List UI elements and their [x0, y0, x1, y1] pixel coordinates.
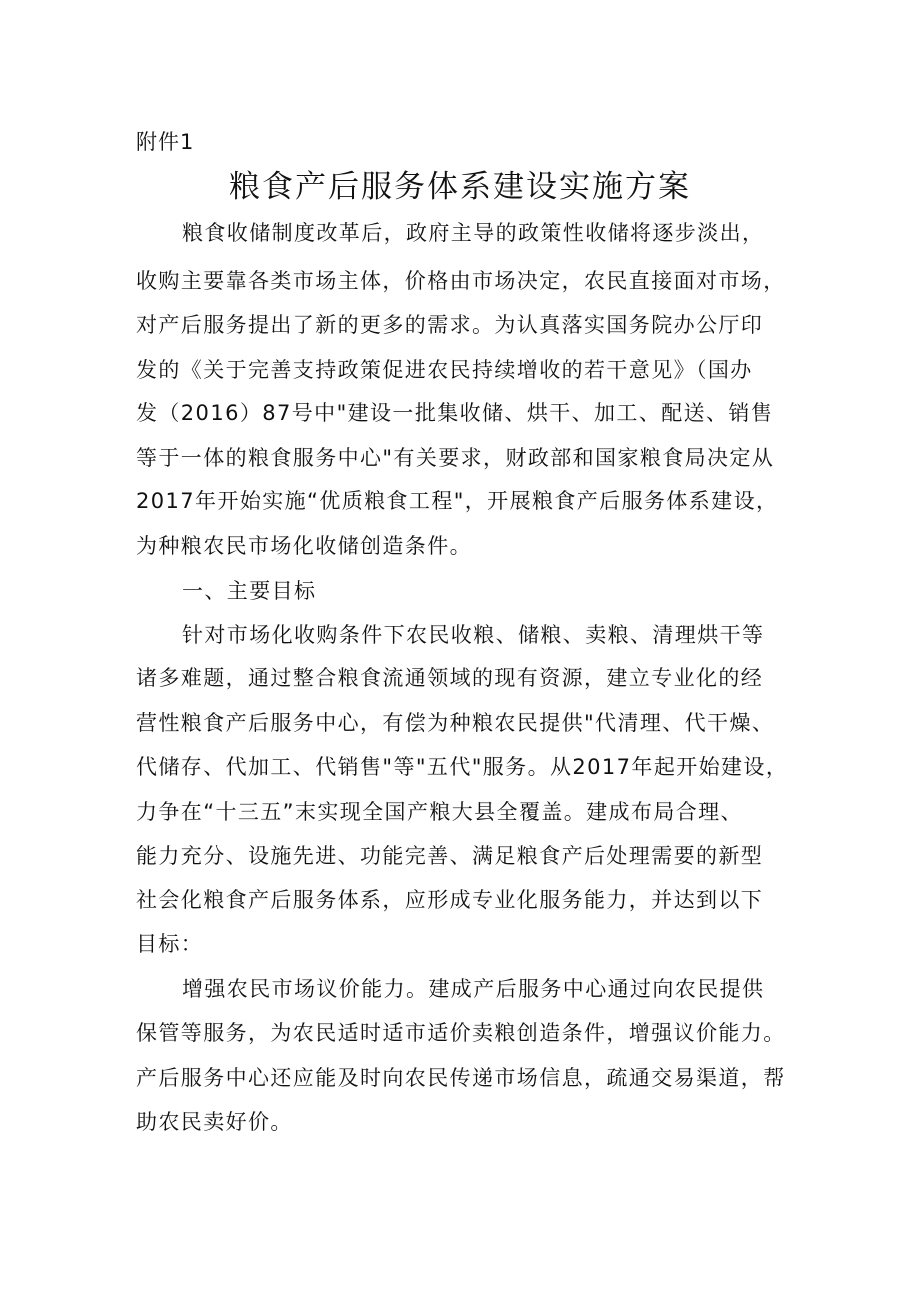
paragraph-line: 保管等服务，为农民适时适市适价卖粮创造条件，增强议价能力。	[136, 1021, 786, 1045]
attachment-label: 附件1	[136, 130, 195, 154]
paragraph-line: 助农民卖好价。	[136, 1110, 293, 1134]
paragraph-line: 产后服务中心还应能及时向农民传递市场信息，疏通交易渠道，帮	[136, 1066, 786, 1090]
paragraph-line: 为种粮农民市场化收储创造条件。	[136, 534, 472, 558]
document-title: 粮食产后服务体系建设实施方案	[229, 169, 691, 205]
paragraph-line: 针对市场化收购条件下农民收粮、储粮、卖粮、清理烘干等	[182, 623, 765, 647]
paragraph-line: 目标：	[136, 932, 204, 956]
paragraph-line: 代储存、代加工、代销售"等"五代"服务。从2017年起开始建设，	[136, 755, 789, 779]
paragraph-line: 增强农民市场议价能力。建成产后服务中心通过向农民提供	[182, 977, 765, 1001]
paragraph-line: 粮食收储制度改革后，政府主导的政策性收储将逐步淡出，	[182, 221, 765, 245]
paragraph-line: 社会化粮食产后服务体系，应形成专业化服务能力，并达到以下	[136, 888, 764, 912]
paragraph-line: 营性粮食产后服务中心，有偿为种粮农民提供"代清理、代干燥、	[136, 711, 775, 735]
paragraph-line: 收购主要靠各类市场主体，价格由市场决定，农民直接面对市场，	[136, 269, 786, 293]
paragraph-line: 诸多难题，通过整合粮食流通领域的现有资源，建立专业化的经	[136, 666, 764, 690]
paragraph-line: 发的《关于完善支持政策促进农民持续增收的若干意见》（国办	[136, 358, 753, 382]
paragraph-line: 对产后服务提出了新的更多的需求。为认真落实国务院办公厅印	[136, 313, 764, 337]
paragraph-line: 2017年开始实施“优质粮食工程"，开展粮食产后服务体系建设，	[136, 489, 779, 513]
paragraph-line: 等于一体的粮食服务中心"有关要求，财政部和国家粮食局决定从	[136, 446, 775, 470]
paragraph-line: 发（2016）87号中"建设一批集收储、烘干、加工、配送、销售	[136, 401, 774, 425]
paragraph-line: 力争在“十三五”末实现全国产粮大县全覆盖。建成布局合理、	[136, 800, 743, 824]
paragraph-line: 能力充分、设施先进、功能完善、满足粮食产后处理需要的新型	[136, 844, 764, 868]
section-heading: 一、主要目标	[182, 579, 317, 603]
